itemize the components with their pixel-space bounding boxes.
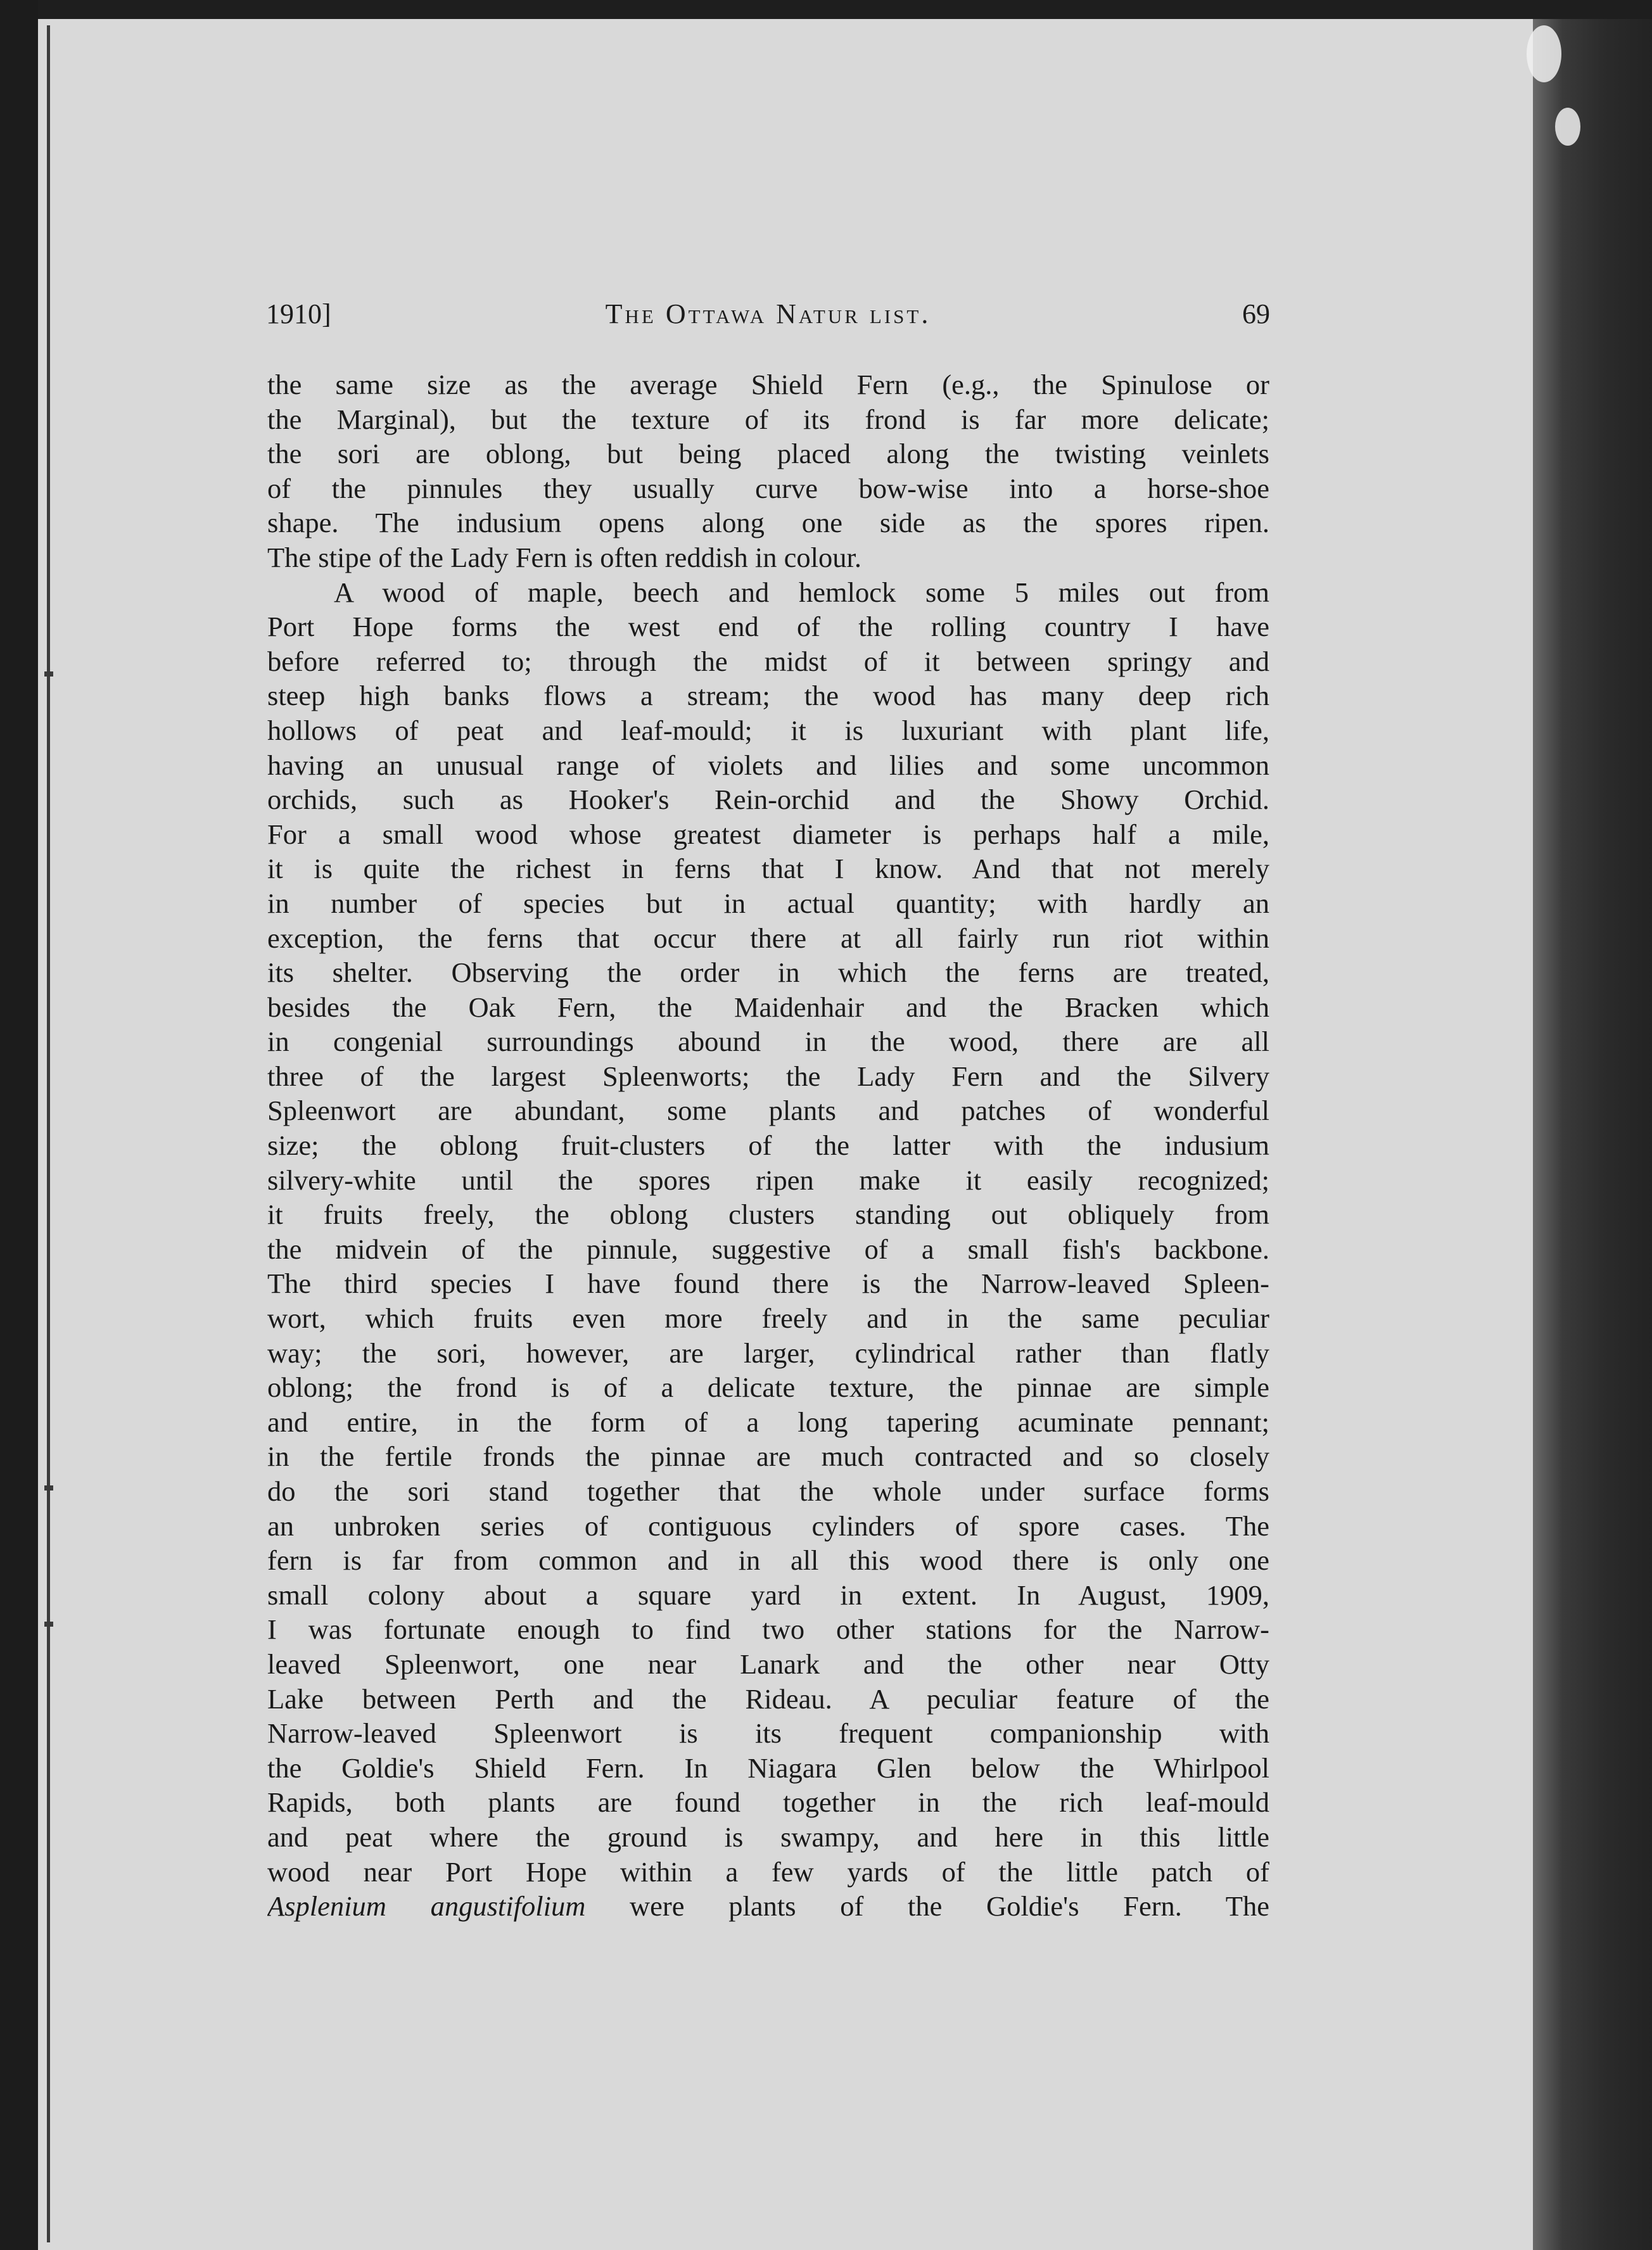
text-line: it fruits freely, the oblong clusters standing out obliquely from — [267, 1198, 1269, 1231]
text-line: leaved Spleenwort, one near Lanark and the other near Otty — [267, 1648, 1269, 1680]
text-line: the Marginal), but the texture of its frond is far more delicate; — [267, 403, 1269, 435]
text-line: exception, the ferns that occur there at all fairly run riot within — [267, 922, 1269, 954]
species-name-italic: Asplenium angustifolium — [267, 1890, 586, 1923]
text-line: Port Hope forms the west end of the rolling country I have — [267, 611, 1269, 643]
binding-mark — [44, 671, 53, 677]
text-line: wort, which fruits even more freely and in the same peculiar — [267, 1302, 1269, 1335]
text-line: it is quite the richest in ferns that I know. And that not merely — [267, 853, 1269, 885]
text-line: Spleenwort are abundant, some plants and patches of wonderful — [267, 1095, 1269, 1127]
text-line: do the sori stand together that the whole under surface forms — [267, 1475, 1269, 1507]
text-line: the same size as the average Shield Fern (e.g., the Spinulose or — [267, 369, 1269, 400]
paragraph-1 — [267, 367, 1269, 575]
text-line: having an unusual range of violets and lilies and some uncommon — [267, 749, 1269, 781]
text-line: the sori are oblong, but being placed along the twisting veinlets — [267, 438, 1269, 470]
text-line: steep high banks flows a stream; the wood has many deep rich — [267, 680, 1269, 712]
header-journal-title: The Ottawa Natur list. — [605, 298, 931, 329]
text-line: in the fertile fronds the pinnae are much contracted and so closely — [267, 1440, 1269, 1473]
text-line: I was fortunate enough to find two other stations for the Narrow- — [267, 1613, 1269, 1646]
text-line: Narrow-leaved Spleenwort is its frequent companionship with — [267, 1717, 1269, 1750]
text-line: A wood of maple, beech and hemlock some 5 miles out from — [334, 576, 1269, 608]
text-line: Lake between Perth and the Rideau. A peculiar feature of the — [267, 1682, 1269, 1715]
text-line-final — [267, 1889, 1269, 1924]
text-line: oblong; the frond is of a delicate texture, the pinnae are simple — [267, 1371, 1269, 1404]
text-line: size; the oblong fruit-clusters of the latter with the indusium — [267, 1129, 1269, 1162]
text-line: in number of species but in actual quantity; with hardly an — [267, 887, 1269, 919]
text-line: of the pinnules they usually curve bow-wise into a horse-shoe — [267, 472, 1269, 504]
text-line: the Goldie's Shield Fern. In Niagara Glen below the Whirlpool — [267, 1751, 1269, 1784]
binding-mark — [44, 1485, 53, 1490]
text-line: the midvein of the pinnule, suggestive of a small fish's backbone. — [267, 1233, 1269, 1265]
scan-right-shadow — [1533, 19, 1652, 2250]
page-number: 69 — [1242, 298, 1270, 329]
text-line: shape. The indusium opens along one side as the spores ripen. — [267, 507, 1269, 539]
text-line: The stipe of the Lady Fern is often reddish in colour. — [267, 541, 861, 573]
text-line: an unbroken series of contiguous cylinders of spore cases. The — [267, 1510, 1269, 1542]
text-line: orchids, such as Hooker's Rein-orchid and the Showy Orchid. — [267, 784, 1269, 816]
text-line: Rapids, both plants are found together in the rich leaf-mould — [267, 1786, 1269, 1819]
text-line: besides the Oak Fern, the Maidenhair and the Bracken which — [267, 991, 1269, 1023]
text-line: hollows of peat and leaf-mould; it is luxuriant with plant life, — [267, 714, 1269, 746]
text-line: wood near Port Hope within a few yards of the little patch of — [267, 1855, 1269, 1888]
paragraph-2 — [267, 575, 1269, 1924]
body-text — [267, 367, 1269, 1924]
binding-edge-line — [47, 25, 50, 2242]
text-line: small colony about a square yard in extent. In August, 1909, — [267, 1579, 1269, 1611]
header-year: 1910] — [266, 298, 331, 329]
scan-artifact-spot — [1527, 25, 1561, 82]
text-line: and peat where the ground is swampy, and here in this little — [267, 1821, 1269, 1853]
text-line: in congenial surroundings abound in the wood, there are all — [267, 1026, 1269, 1058]
running-header — [266, 298, 1270, 336]
text-line: way; the sori, however, are larger, cylindrical rather than flatly — [267, 1337, 1269, 1369]
text-line: three of the largest Spleenworts; the Lady Fern and the Silvery — [267, 1060, 1269, 1092]
text-line: silvery-white until the spores ripen make it easily recognized; — [267, 1164, 1269, 1196]
text-line: For a small wood whose greatest diameter is perhaps half a mile, — [267, 818, 1269, 850]
scan-left-border — [0, 0, 38, 2250]
scan-artifact-spot — [1555, 108, 1580, 146]
text-line: The third species I have found there is the Narrow-leaved Spleen- — [267, 1268, 1269, 1300]
text-line: and entire, in the form of a long tapering acuminate pennant; — [267, 1406, 1269, 1438]
binding-mark — [44, 1622, 53, 1627]
text-line: fern is far from common and in all this wood there is only one — [267, 1544, 1269, 1577]
text-line: its shelter. Observing the order in which the ferns are treated, — [267, 957, 1269, 989]
text-line: before referred to; through the midst of it between springy and — [267, 645, 1269, 677]
scan-top-border — [0, 0, 1652, 19]
text-line-rest: were plants of the Goldie's Fern. The — [585, 1890, 1269, 1923]
